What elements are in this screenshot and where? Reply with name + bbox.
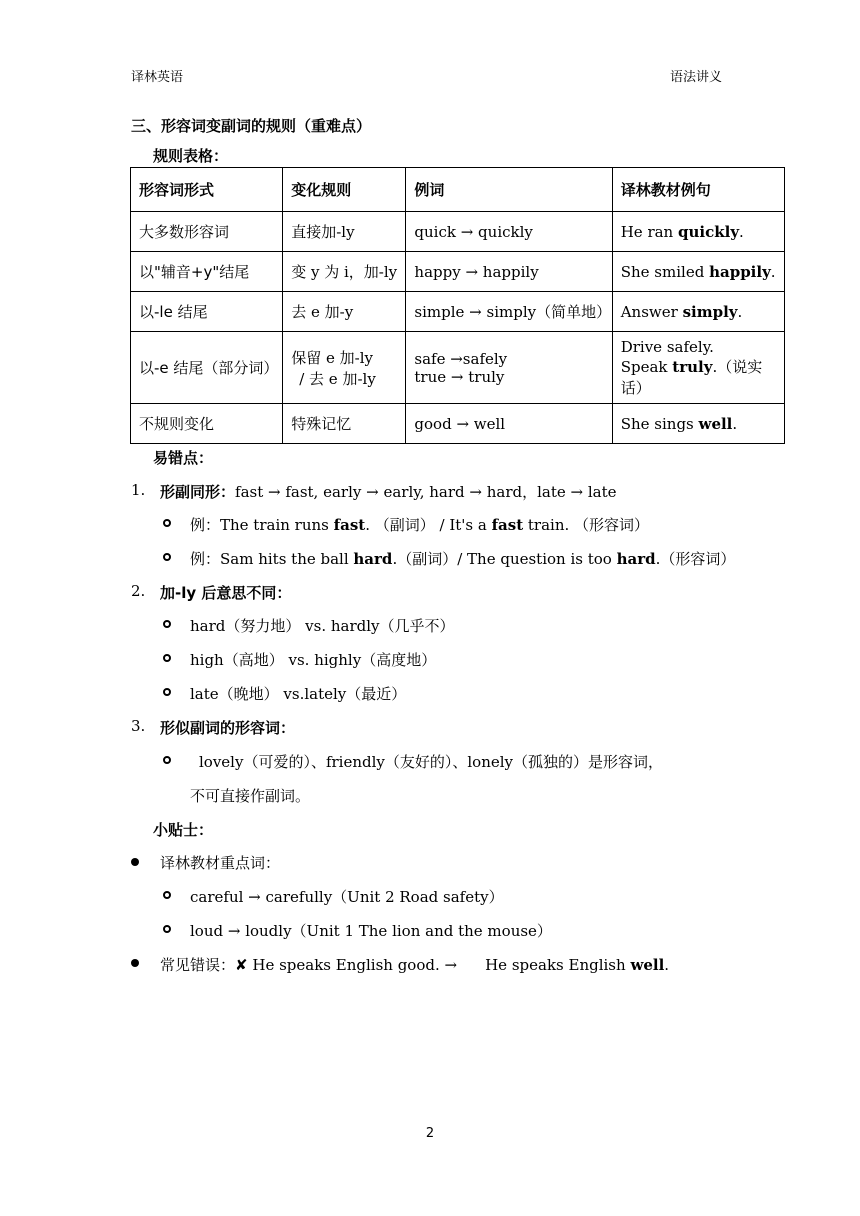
- error-example: 例：Sam hits the ball hard.（副词）/ The question is too hard.（形容词）: [190, 550, 736, 568]
- example-cell: good → well: [406, 404, 612, 444]
- circle-bullet-icon: [163, 553, 171, 561]
- example-cell: safe →safely true → truly: [406, 332, 612, 404]
- list-item: late（晚地） vs.lately（最近）: [190, 685, 407, 703]
- list-item: careful → carefully（Unit 2 Road safety）: [190, 888, 504, 906]
- error-item-1: 形副同形：fast → fast, early → early, hard → hard，late → late: [160, 483, 617, 501]
- form-cell: 大多数形容词: [131, 212, 283, 252]
- list-number: 3.: [131, 717, 146, 735]
- circle-bullet-icon: [163, 756, 171, 764]
- form-cell: 以"辅音+y"结尾: [131, 252, 283, 292]
- sentence-cell: He ran quickly.: [612, 212, 784, 252]
- form-cell: 不规则变化: [131, 404, 283, 444]
- rule-cell: 变 y 为 i，加-ly: [283, 252, 406, 292]
- rule-cell: 保留 e 加-ly / 去 e 加-ly: [283, 332, 406, 404]
- section-title: 三、形容词变副词的规则（重难点）: [131, 117, 372, 135]
- example-cell: happy → happily: [406, 252, 612, 292]
- table-header-cell: 译林教材例句: [612, 168, 784, 212]
- circle-bullet-icon: [163, 519, 171, 527]
- table-row: [131, 292, 785, 332]
- circle-bullet-icon: [163, 620, 171, 628]
- cross-icon: ✘: [235, 956, 248, 974]
- list-item: loud → loudly（Unit 1 The lion and the mouse）: [190, 922, 552, 940]
- example-cell: quick → quickly: [406, 212, 612, 252]
- sentence-cell: Answer simply.: [612, 292, 784, 332]
- page-number: 2: [425, 1126, 435, 1141]
- list-item: hard（努力地） vs. hardly（几乎不）: [190, 617, 455, 635]
- sentence-cell: She smiled happily.: [612, 252, 784, 292]
- tips-label: 小贴士：: [153, 821, 214, 839]
- rule-cell: 直接加-ly: [283, 212, 406, 252]
- list-item-continued: 不可直接作副词。: [190, 787, 311, 805]
- errors-label: 易错点：: [153, 449, 214, 467]
- table-row: [131, 404, 785, 444]
- form-cell: 以-le 结尾: [131, 292, 283, 332]
- table-header-cell: 例词: [406, 168, 612, 212]
- table-label: 规则表格：: [153, 147, 229, 165]
- header-right: 语法讲义: [669, 70, 722, 85]
- rule-cell: 特殊记忆: [283, 404, 406, 444]
- circle-bullet-icon: [163, 654, 171, 662]
- rules-table: [130, 167, 785, 444]
- error-item-3: 形似副词的形容词：: [160, 719, 296, 737]
- table-header-cell: 变化规则: [283, 168, 406, 212]
- table-header-cell: 形容词形式: [131, 168, 283, 212]
- error-example: 例：The train runs fast. （副词） / It's a fast train. （形容词）: [190, 516, 650, 534]
- form-cell: 以-e 结尾（部分词）: [131, 332, 283, 404]
- rule-cell: 去 e 加-y: [283, 292, 406, 332]
- table-row: [131, 332, 785, 404]
- list-item: high（高地） vs. highly（高度地）: [190, 651, 437, 669]
- tip-item: 译林教材重点词：: [160, 854, 281, 872]
- list-number: 2.: [131, 582, 146, 600]
- table-row: [131, 212, 785, 252]
- list-number: 1.: [131, 481, 146, 499]
- circle-bullet-icon: [163, 688, 171, 696]
- sentence-cell: She sings well.: [612, 404, 784, 444]
- dot-bullet-icon: [131, 858, 139, 866]
- dot-bullet-icon: [131, 959, 139, 967]
- sentence-cell: Drive safely. Speak truly.（说实话）: [612, 332, 784, 404]
- example-cell: simple → simply（简单地）: [406, 292, 612, 332]
- table-header-row: [131, 168, 785, 212]
- header-left: 译林英语: [131, 70, 184, 85]
- circle-bullet-icon: [163, 891, 171, 899]
- error-item-2: 加-ly 后意思不同：: [160, 584, 292, 602]
- circle-bullet-icon: [163, 925, 171, 933]
- list-item: lovely（可爱的）、friendly（友好的）、lonely（孤独的）是形容词，: [199, 753, 664, 771]
- tip-item: 常见错误：✘ He speaks English good. → He speaks English well.: [160, 956, 670, 974]
- table-row: [131, 252, 785, 292]
